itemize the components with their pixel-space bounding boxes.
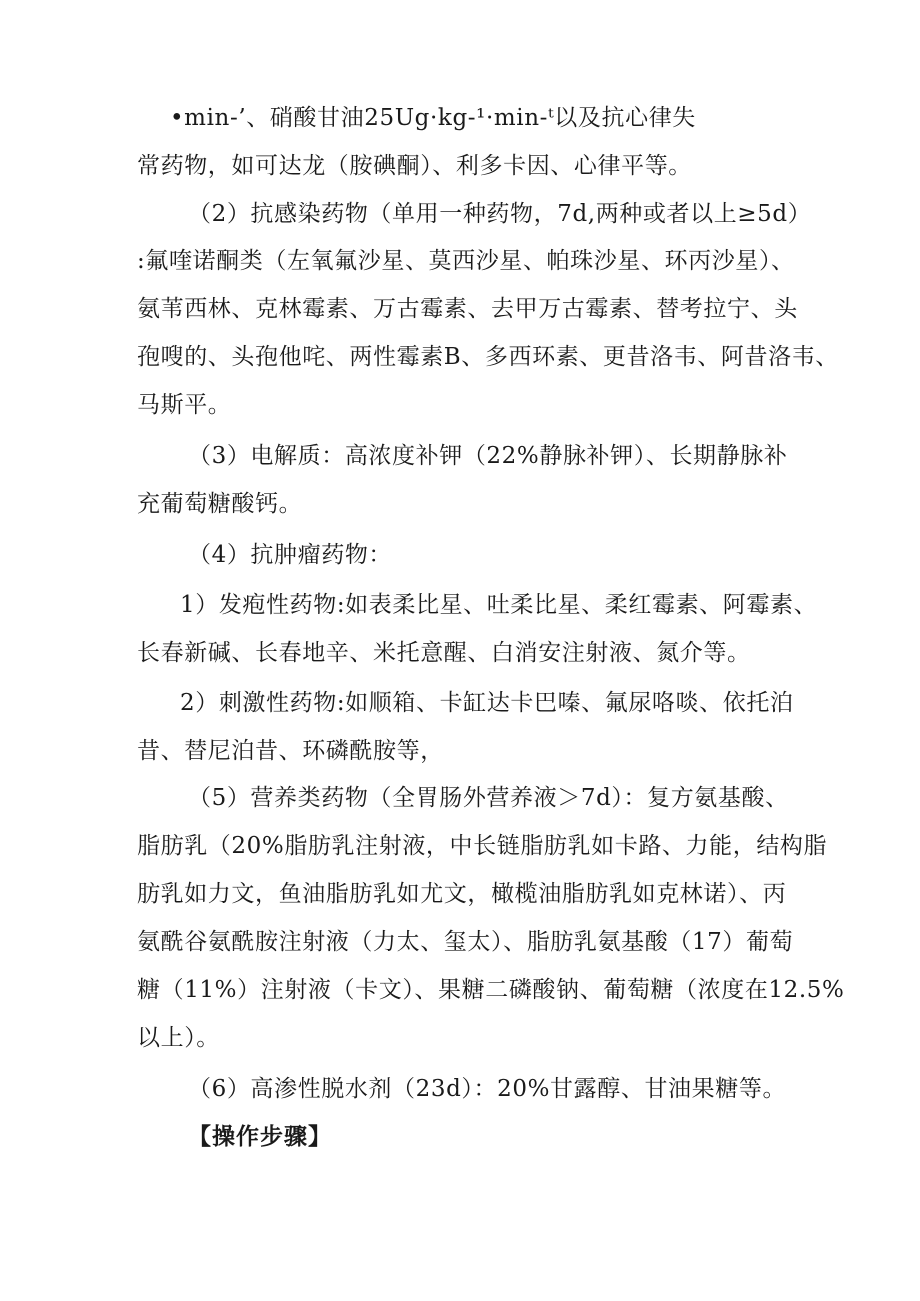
text-line: 氨苇西林、克林霉素、万古霉素、去甲万古霉素、替考拉宁、头: [137, 296, 798, 322]
text-line: 常药物，如可达龙（胺碘酮）、利多卡因、心律平等。: [137, 153, 692, 179]
text-line: 1）发疱性药物:如表柔比星、吐柔比星、柔红霉素、阿霉素、: [180, 592, 818, 618]
text-line: 充葡萄糖酸钙。: [137, 491, 303, 517]
text-line: 长春新碱、长春地辛、米托意醒、白消安注射液、氮介等。: [137, 640, 751, 666]
text-line: 2）刺激性药物:如顺箱、卡缸达卡巴嗪、氟尿咯啖、依托泊: [180, 690, 794, 716]
text-line: 以上）。: [137, 1025, 220, 1051]
section-heading: 【操作步骤】: [188, 1123, 332, 1150]
text-line: 马斯平。: [137, 392, 232, 418]
text-line: （5）营养类药物（全胃肠外营养液＞7d）：复方氨基酸、: [188, 785, 789, 811]
text-line: （4）抗肿瘤药物：: [188, 542, 393, 568]
text-line: 脂肪乳（20%脂肪乳注射液，中长链脂肪乳如卡路、力能，结构脂: [137, 833, 828, 859]
text-line: （2）抗感染药物（单用一种药物，7d,两种或者以上≥5d）: [188, 201, 812, 227]
text-line: 肪乳如力文，鱼油脂肪乳如尤文，橄榄油脂肪乳如克林诺）、丙: [137, 881, 787, 907]
text-line: 昔、替尼泊昔、环磷酰胺等，: [137, 738, 444, 764]
text-line: 孢嗖的、头孢他咤、两性霉素B、多西环素、更昔洛韦、阿昔洛韦、: [137, 344, 839, 370]
text-line: 氨酰谷氨酰胺注射液（力太、玺太）、脂肪乳氨基酸（17）葡萄: [137, 929, 794, 955]
text-line: •min-’、硝酸甘油25Ug·kg-¹·min-ᵗ以及抗心律失: [170, 105, 696, 131]
text-line: （6）高渗性脱水剂（23d）：20%甘露醇、甘油果糖等。: [188, 1076, 787, 1102]
text-line: （3）电解质：高浓度补钾（22%静脉补钾）、长期静脉补: [188, 443, 788, 469]
text-line: :氟喹诺酮类（左氧氟沙星、莫西沙星、帕珠沙星、环丙沙星）、: [137, 248, 795, 274]
text-line: 糖（11%）注射液（卡文）、果糖二磷酸钠、葡萄糖（浓度在12.5%: [137, 977, 845, 1003]
